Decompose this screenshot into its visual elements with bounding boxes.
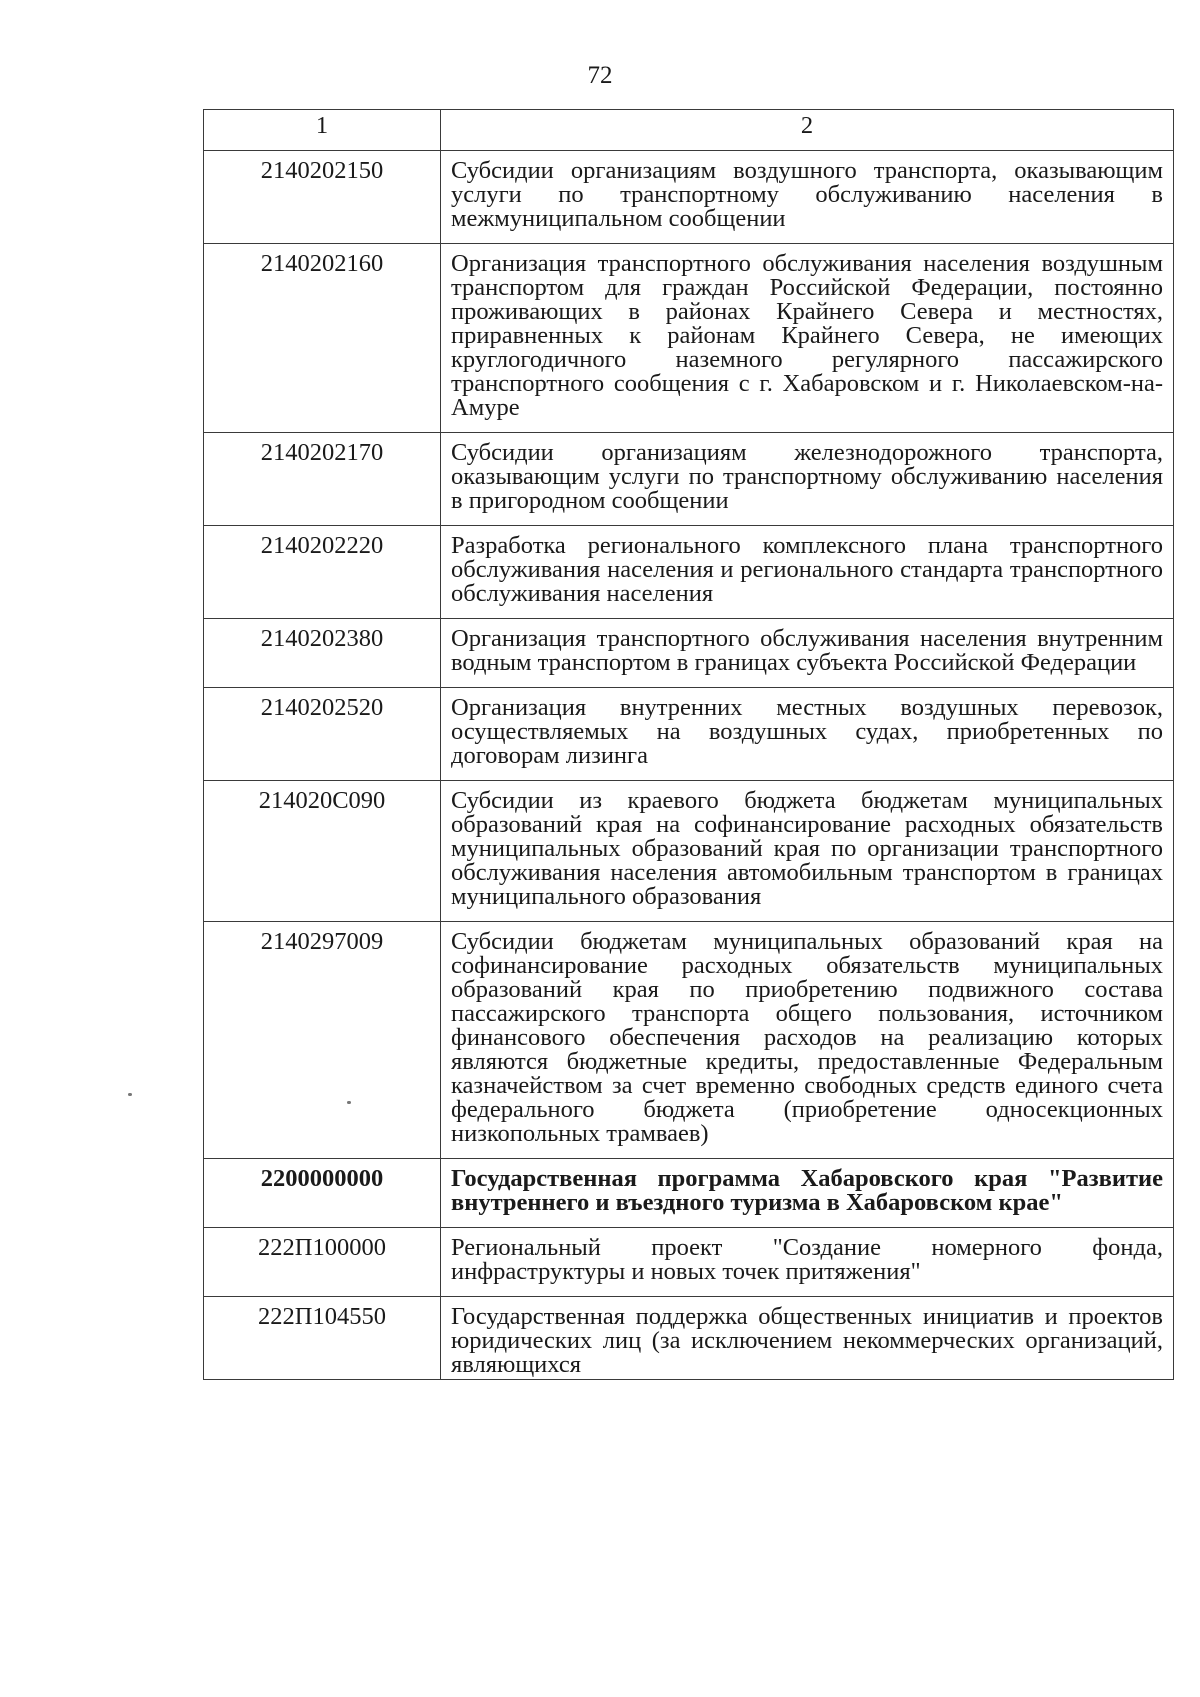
row-code: 2140202170 (204, 433, 441, 526)
table-row (204, 922, 1174, 1159)
row-description: Организация транспортного обслуживания населения внутренним водным транспортом в границах субъекта Российской Федерации (441, 619, 1174, 688)
scan-speck (347, 1101, 351, 1104)
row-code: 2140202220 (204, 526, 441, 619)
table-row-program (204, 1159, 1174, 1228)
row-code: 214020С090 (204, 781, 441, 922)
row-description: Субсидии из краевого бюджета бюджетам муниципальных образований края на софинансирование расходных обязательств муниципальных образований края по организации транспортного обслуживания населения автомобильным транспортом в границах муниципального образования (441, 781, 1174, 922)
row-code: 2140297009 (204, 922, 441, 1159)
table-row (204, 1228, 1174, 1297)
row-code: 2140202150 (204, 151, 441, 244)
row-description: Региональный проект "Создание номерного фонда, инфраструктуры и новых точек притяжения" (441, 1228, 1174, 1297)
column-header-description: 2 (441, 110, 1174, 151)
table-row (204, 433, 1174, 526)
page-number: 72 (587, 62, 613, 89)
column-header-code: 1 (204, 110, 441, 151)
row-code: 2200000000 (204, 1159, 441, 1228)
row-code: 2140202160 (204, 244, 441, 433)
row-code: 222П100000 (204, 1228, 441, 1297)
table-row (204, 244, 1174, 433)
row-code: 222П104550 (204, 1297, 441, 1380)
row-description: Государственная программа Хабаровского края "Развитие внутреннего и въездного туризма в Хабаровском крае" (441, 1159, 1174, 1228)
table-row (204, 526, 1174, 619)
row-description: Организация транспортного обслуживания населения воздушным транспортом для граждан Российской Федерации, постоянно проживающих в районах Крайнего Севера и местностях, приравненных к районам Крайнего Севера, не имеющих круглогодичного наземного регулярного пассажирского транспортного сообщения с г. Хабаровском и г. Николаевском-на-Амуре (441, 244, 1174, 433)
table-row (204, 619, 1174, 688)
row-code: 2140202520 (204, 688, 441, 781)
table-row (204, 1297, 1174, 1380)
row-code: 2140202380 (204, 619, 441, 688)
row-description: Разработка регионального комплексного плана транспортного обслуживания населения и регионального стандарта транспортного обслуживания населения (441, 526, 1174, 619)
table-row (204, 151, 1174, 244)
table-row (204, 781, 1174, 922)
budget-codes-table (203, 109, 1174, 1380)
row-description: Субсидии организациям воздушного транспорта, оказывающим услуги по транспортному обслуживанию населения в межмуниципальном сообщении (441, 151, 1174, 244)
scan-speck (128, 1093, 132, 1096)
row-description: Субсидии бюджетам муниципальных образований края на софинансирование расходных обязательств муниципальных образований края по приобретению подвижного состава пассажирского транспорта общего пользования, источником финансового обеспечения расходов на реализацию которых являются бюджетные кредиты, предоставленные Федеральным казначейством за счет временно свободных средств единого счета федерального бюджета (приобретение односекционных низкопольных трамваев) (441, 922, 1174, 1159)
table-header-row (204, 110, 1174, 151)
row-description: Организация внутренних местных воздушных перевозок, осуществляемых на воздушных судах, приобретенных по договорам лизинга (441, 688, 1174, 781)
row-description: Субсидии организациям железнодорожного транспорта, оказывающим услуги по транспортному обслуживанию населения в пригородном сообщении (441, 433, 1174, 526)
table-row (204, 688, 1174, 781)
row-description: Государственная поддержка общественных инициатив и проектов юридических лиц (за исключением некоммерческих организаций, являющихся (441, 1297, 1174, 1380)
